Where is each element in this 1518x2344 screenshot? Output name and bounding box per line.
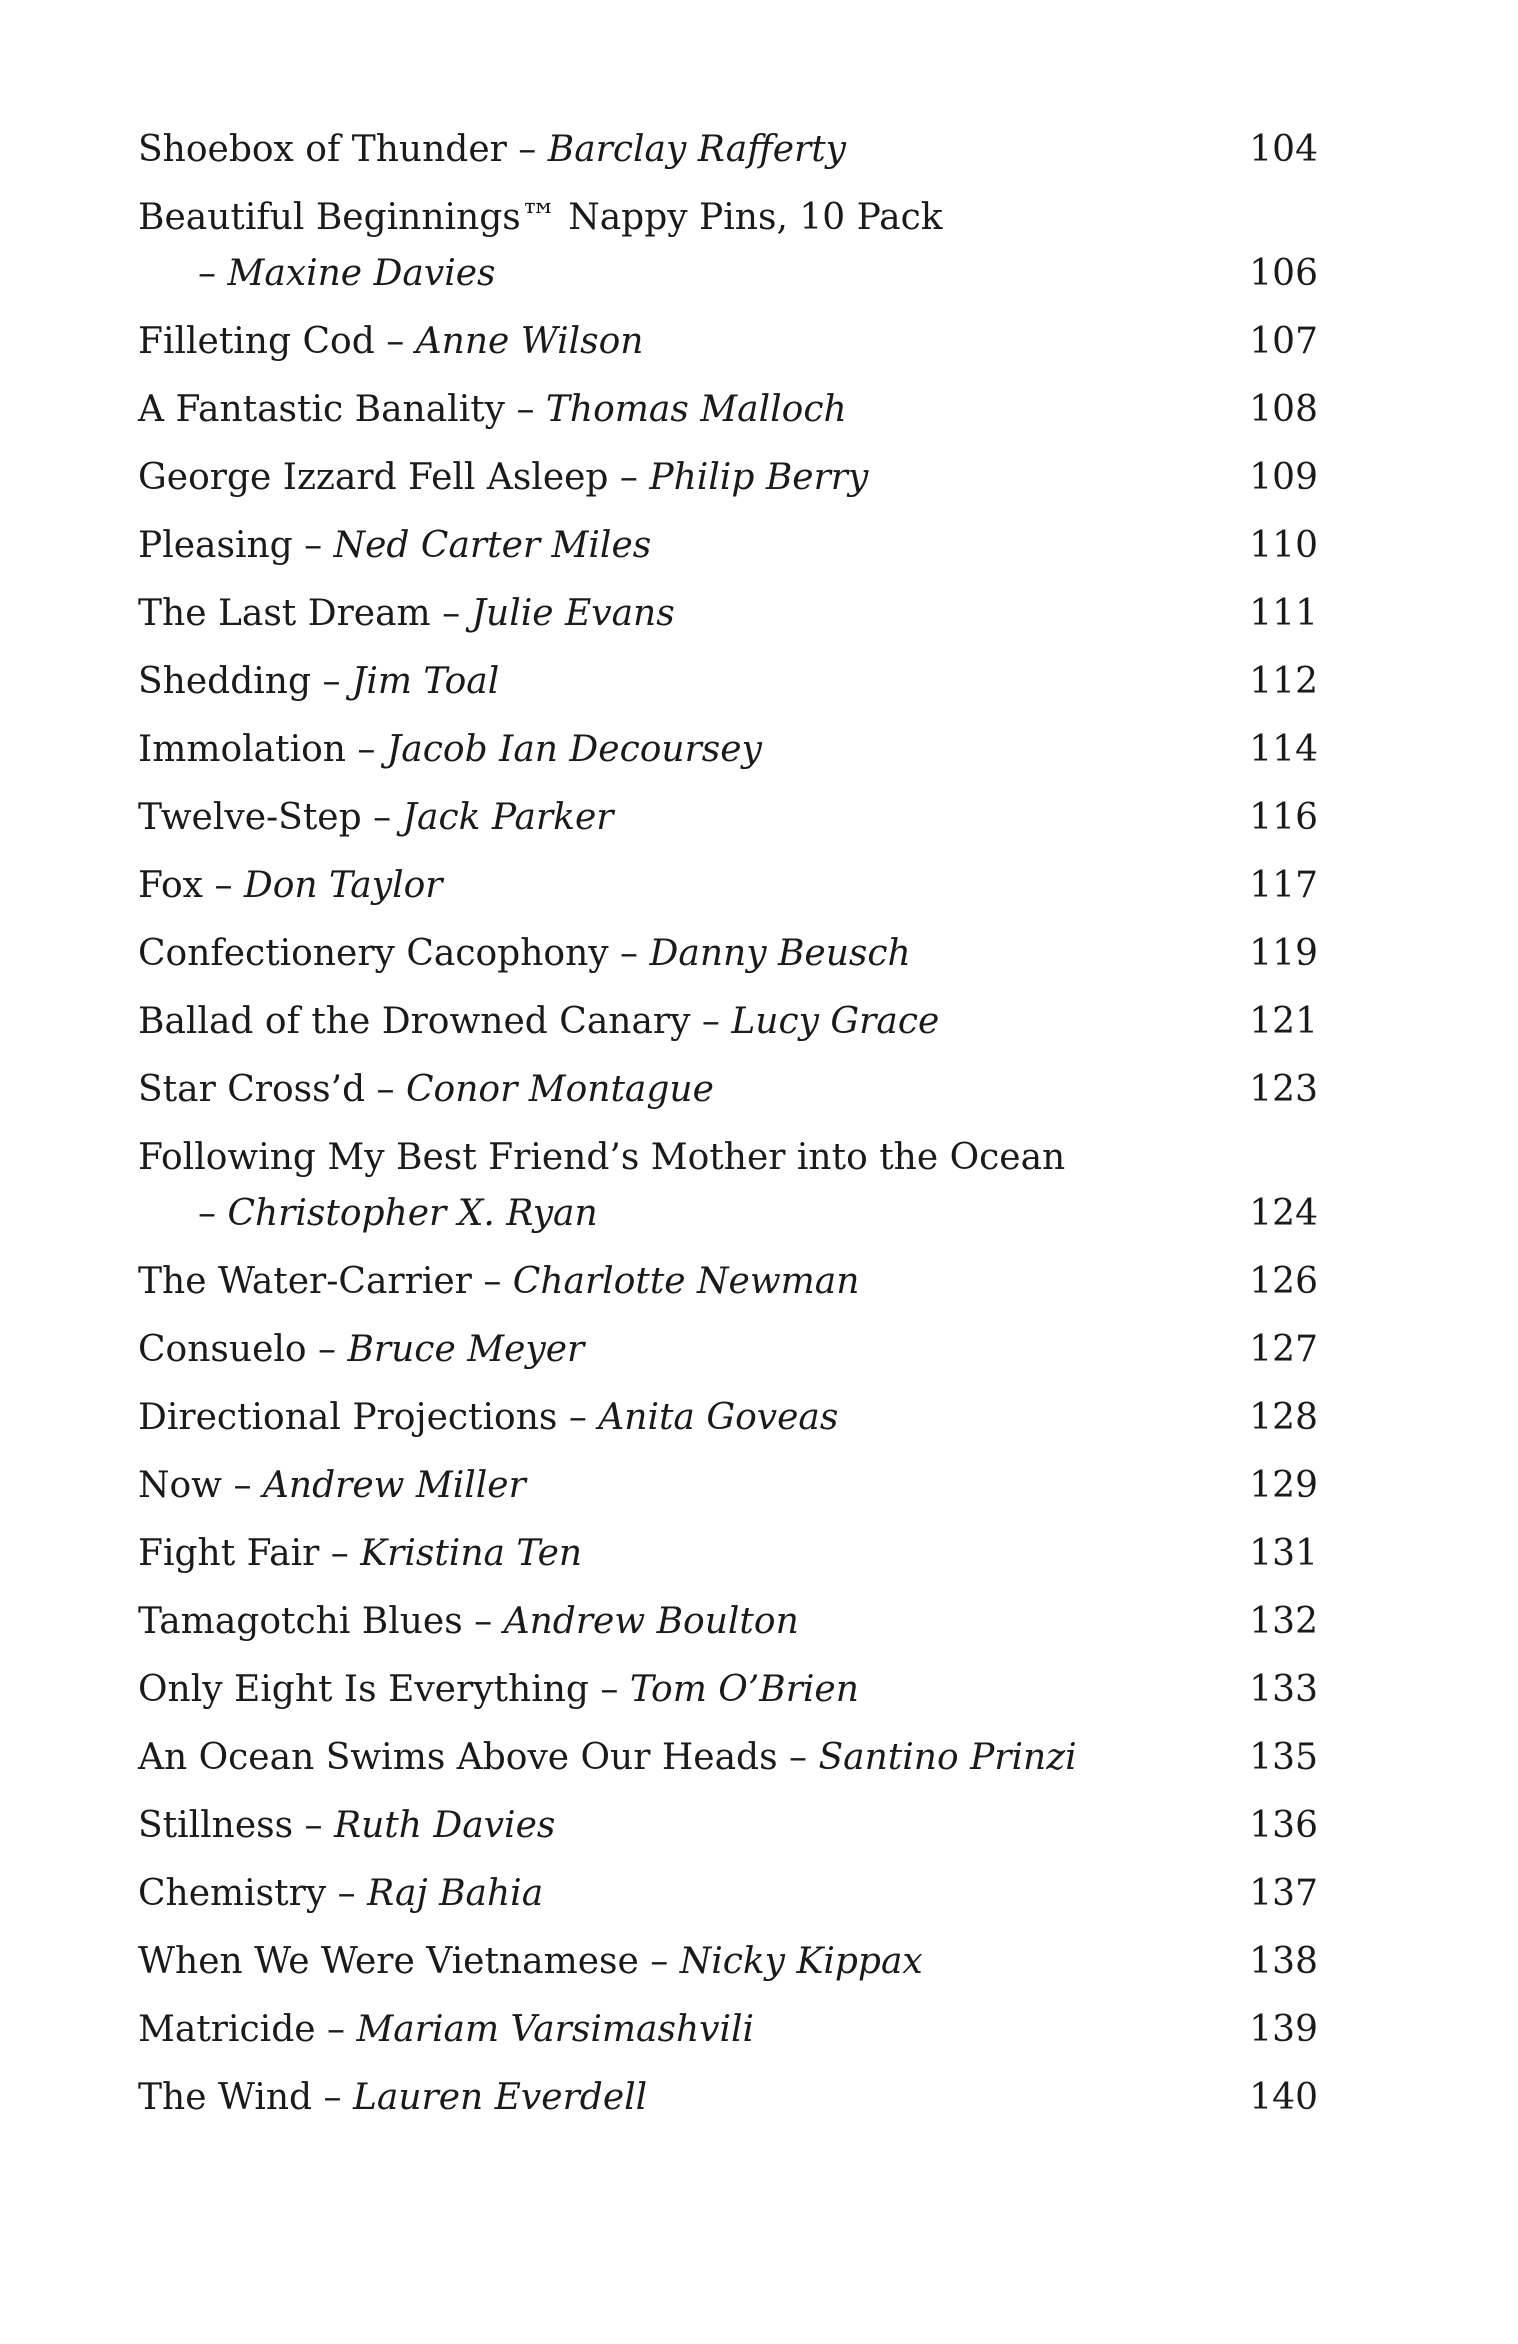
toc-entry	[138, 512, 1318, 580]
entry-author: Philip Berry	[649, 457, 869, 498]
separator: –	[471, 1261, 513, 1302]
entry-title: Fox	[138, 865, 203, 906]
entry-page-number: 112	[1249, 661, 1318, 702]
separator: –	[203, 865, 244, 906]
toc-entry	[138, 1452, 1318, 1520]
separator: –	[506, 129, 548, 170]
entry-page-number: 110	[1249, 525, 1318, 566]
entry-author: Anne Wilson	[415, 321, 644, 362]
entry-author: Anita Goveas	[598, 1397, 839, 1438]
entry-author: Conor Montague	[406, 1069, 714, 1110]
entry-author: Danny Beusch	[649, 933, 911, 974]
entry-page-number: 114	[1249, 729, 1318, 770]
entry-author: Bruce Meyer	[347, 1329, 585, 1370]
entry-page-number: 104	[1249, 129, 1318, 170]
toc-entry	[138, 116, 1318, 184]
entry-page-number: 132	[1249, 1601, 1318, 1642]
entry-page-number: 108	[1249, 389, 1318, 430]
entry-author: Jack Parker	[402, 797, 614, 838]
separator: –	[319, 1533, 361, 1574]
entry-author: Lauren Everdell	[352, 2077, 648, 2118]
separator: –	[361, 797, 403, 838]
entry-author: Nicky Kippax	[679, 1941, 923, 1982]
toc-entry	[138, 1384, 1318, 1452]
entry-page-number: 126	[1249, 1261, 1318, 1302]
entry-page-number: 124	[1249, 1193, 1318, 1234]
entry-author: Andrew Boulton	[503, 1601, 799, 1642]
entry-author: Thomas Malloch	[545, 389, 847, 430]
entry-title: Confectionery Cacophony	[138, 933, 609, 974]
entry-author: Kristina Ten	[360, 1533, 583, 1574]
toc-entry	[138, 1792, 1318, 1860]
toc-entry	[138, 784, 1318, 852]
entry-author: Maxine Davies	[227, 253, 496, 294]
entry-page-number: 137	[1249, 1873, 1318, 1914]
entry-author: Charlotte Newman	[512, 1261, 860, 1302]
separator: –	[312, 2077, 353, 2118]
toc-entry	[138, 1860, 1318, 1928]
toc-entry	[138, 2064, 1318, 2132]
entry-author: Barclay Rafferty	[547, 129, 847, 170]
entry-author: Christopher X. Ryan	[227, 1193, 598, 1234]
separator: –	[638, 1941, 680, 1982]
toc-entry	[138, 1928, 1318, 1996]
separator: –	[306, 1329, 348, 1370]
toc-entry	[138, 1520, 1318, 1588]
separator: –	[462, 1601, 504, 1642]
entry-author: Don Taylor	[243, 865, 443, 906]
entry-title: Twelve-Step	[138, 797, 362, 838]
entry-title: When We Were Vietnamese	[138, 1941, 639, 1982]
separator: –	[374, 321, 416, 362]
toc-entry	[138, 920, 1318, 988]
entry-title: Chemistry	[138, 1873, 327, 1914]
toc-entry	[138, 308, 1318, 376]
entry-page-number: 136	[1249, 1805, 1318, 1846]
separator: –	[198, 253, 228, 294]
separator: –	[777, 1737, 819, 1778]
entry-title: Following My Best Friend’s Mother into the Ocean	[138, 1137, 1066, 1178]
entry-title: Tamagotchi Blues	[138, 1601, 463, 1642]
entry-author: Jacob Ian Decoursey	[386, 729, 762, 770]
entry-title: Filleting Cod	[138, 321, 375, 362]
separator: –	[222, 1465, 263, 1506]
toc-entry	[138, 1316, 1318, 1384]
entry-author: Santino Prinzi	[818, 1737, 1077, 1778]
entry-title: Fight Fair	[138, 1533, 320, 1574]
entry-page-number: 123	[1249, 1069, 1318, 1110]
separator: –	[690, 1001, 732, 1042]
entry-title: The Wind	[138, 2077, 313, 2118]
entry-page-number: 138	[1249, 1941, 1318, 1982]
toc-entry	[138, 1588, 1318, 1656]
entry-page-number: 117	[1249, 865, 1318, 906]
table-of-contents	[138, 116, 1318, 2132]
toc-entry	[138, 852, 1318, 920]
separator: –	[198, 1193, 228, 1234]
entry-title: Consuelo	[138, 1329, 307, 1370]
entry-title: Beautiful Beginnings™ Nappy Pins, 10 Pack	[138, 197, 943, 238]
entry-title: Shoebox of Thunder	[138, 129, 507, 170]
entry-title: A Fantastic Banality	[138, 389, 506, 430]
entry-page-number: 106	[1249, 253, 1318, 294]
entry-page-number: 129	[1249, 1465, 1318, 1506]
toc-entry	[138, 1056, 1318, 1124]
separator: –	[608, 933, 650, 974]
entry-title: Directional Projections	[138, 1397, 558, 1438]
entry-title: Ballad of the Drowned Canary	[138, 1001, 691, 1042]
toc-entry	[138, 1656, 1318, 1724]
separator: –	[365, 1069, 406, 1110]
entry-title: Matricide	[138, 2009, 316, 2050]
entry-title: The Water-Carrier	[138, 1261, 472, 1302]
toc-entry	[138, 988, 1318, 1056]
entry-title: Now	[138, 1465, 222, 1506]
toc-entry	[138, 648, 1318, 716]
toc-entry	[138, 580, 1318, 648]
entry-author: Raj Bahia	[367, 1873, 544, 1914]
entry-title: Pleasing	[138, 525, 293, 566]
separator: –	[430, 593, 472, 634]
entry-page-number: 109	[1249, 457, 1318, 498]
entry-author: Ned Carter Miles	[333, 525, 652, 566]
entry-title: Immolation	[138, 729, 346, 770]
entry-author: Tom O’Brien	[629, 1669, 859, 1710]
entry-author: Lucy Grace	[731, 1001, 940, 1042]
entry-author: Ruth Davies	[334, 1805, 556, 1846]
separator: –	[505, 389, 546, 430]
toc-entry	[138, 184, 1318, 308]
toc-entry	[138, 444, 1318, 512]
entry-title: Only Eight Is Everything	[138, 1669, 589, 1710]
toc-entry	[138, 716, 1318, 784]
entry-title: An Ocean Swims Above Our Heads	[138, 1737, 778, 1778]
entry-page-number: 107	[1249, 321, 1318, 362]
separator: –	[292, 525, 334, 566]
entry-page-number: 111	[1249, 593, 1318, 634]
entry-page-number: 128	[1249, 1397, 1318, 1438]
entry-author: Andrew Miller	[262, 1465, 526, 1506]
toc-entry	[138, 1996, 1318, 2064]
entry-page-number: 131	[1249, 1533, 1318, 1574]
entry-author: Jim Toal	[351, 661, 500, 702]
entry-page-number: 121	[1249, 1001, 1318, 1042]
separator: –	[311, 661, 352, 702]
entry-title: The Last Dream	[138, 593, 431, 634]
separator: –	[557, 1397, 599, 1438]
entry-page-number: 135	[1249, 1737, 1318, 1778]
entry-page-number: 116	[1249, 797, 1318, 838]
entry-author: Julie Evans	[471, 593, 675, 634]
separator: –	[326, 1873, 368, 1914]
toc-entry	[138, 1248, 1318, 1316]
separator: –	[588, 1669, 630, 1710]
separator: –	[345, 729, 387, 770]
separator: –	[608, 457, 650, 498]
entry-page-number: 119	[1249, 933, 1318, 974]
toc-entry	[138, 1124, 1318, 1248]
separator: –	[315, 2009, 357, 2050]
entry-page-number: 133	[1249, 1669, 1318, 1710]
entry-page-number: 140	[1249, 2077, 1318, 2118]
entry-title: Shedding	[138, 661, 311, 702]
entry-author: Mariam Varsimashvili	[356, 2009, 755, 2050]
toc-entry	[138, 1724, 1318, 1792]
entry-page-number: 127	[1249, 1329, 1318, 1370]
entry-title: Stillness	[138, 1805, 294, 1846]
entry-title: Star Cross’d	[138, 1069, 366, 1110]
entry-title: George Izzard Fell Asleep	[138, 457, 609, 498]
separator: –	[293, 1805, 334, 1846]
toc-entry	[138, 376, 1318, 444]
entry-page-number: 139	[1249, 2009, 1318, 2050]
